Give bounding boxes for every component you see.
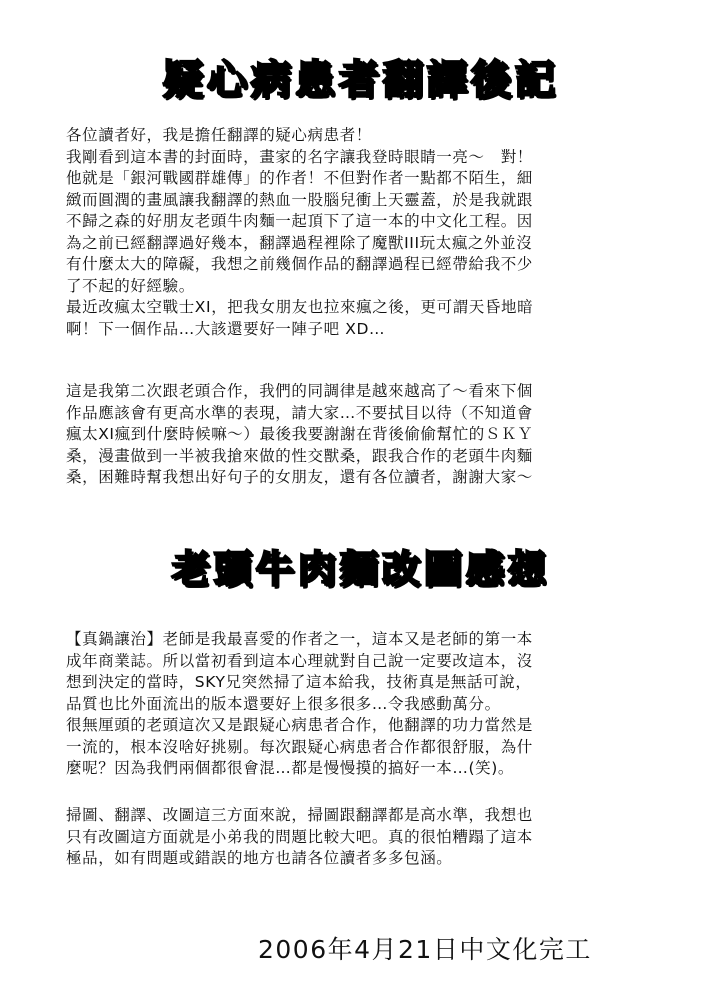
editor-paragraph-1 [66, 629, 533, 780]
text-line: 很無厘頭的老頭這次又是跟疑心病患者合作，他翻譯的功力當然是 [66, 716, 533, 734]
text-line: 想到決定的當時，SKY兄突然掃了這本給我，技術真是無話可說， [66, 673, 532, 691]
text-line: 我剛看到這本書的封面時，畫家的名字讓我登時眼睛一亮～ 對！ [66, 147, 533, 166]
translator-paragraph-2 [66, 381, 533, 489]
text-line: 品質也比外面流出的版本還要好上很多很多…令我感動萬分。 [66, 694, 501, 713]
editor-paragraph-2 [66, 805, 533, 870]
completion-date: 2006年4月21日中文化完工 [258, 935, 592, 964]
text-line: 他就是「銀河戰國群雄傳」的作者！不但對作者一點都不陌生，細 [66, 169, 533, 187]
text-line: 掃圖、翻譯、改圖這三方面來說，掃圖跟翻譯都是高水準，我想也 [66, 806, 533, 824]
translator-paragraph-1 [66, 125, 533, 340]
text-line: 這是我第二次跟老頭合作，我們的同調律是越來越高了～看來下個 [66, 382, 533, 400]
text-line: 一流的，根本沒啥好挑剔。每次跟疑心病患者合作都很舒服，為什 [66, 737, 533, 756]
text-line: 為之前已經翻譯過好幾本，翻譯過程裡除了魔獸III玩太瘋之外並沒 [66, 233, 533, 252]
text-line: 麼呢？因為我們兩個都很會混…都是慢慢摸的搞好一本…(笑)。 [66, 759, 514, 777]
translator-afterword-title: 疑心病患者翻譯後記 [162, 57, 559, 103]
text-line: 桑，漫畫做到一半被我搶來做的性交獸桑，跟我合作的老頭牛肉麵 [66, 446, 533, 465]
text-line: 瘋太XI瘋到什麼時候嘛～）最後我要謝謝在背後偷偷幫忙的ＳＫＹ [66, 425, 534, 443]
text-line: 了不起的好經驗。 [66, 276, 195, 295]
text-line: 啊！下一個作品…大該還要好一陣子吧 XD… [66, 319, 386, 338]
text-line: 【真鍋讓治】老師是我最喜愛的作者之一，這本又是老師的第一本 [66, 630, 533, 648]
text-line: 作品應該會有更高水準的表現，請大家…不要拭目以待（不知道會 [66, 403, 533, 422]
text-line: 各位讀者好，我是擔任翻譯的疑心病患者！ [66, 126, 372, 144]
text-line: 極品，如有問題或錯誤的地方也請各位讀者多多包涵。 [66, 849, 453, 867]
text-line: 最近改瘋太空戰士XI，把我女朋友也拉來瘋之後，更可謂天昏地暗 [66, 298, 534, 316]
text-line: 不歸之森的好朋友老頭牛肉麵一起頂下了這一本的中文化工程。因 [66, 212, 533, 230]
editor-comments-title: 老頭牛肉麵改圖感想 [171, 547, 550, 591]
text-line: 有什麼太大的障礙，我想之前幾個作品的翻譯過程已經帶給我不少 [66, 255, 533, 273]
text-line: 成年商業誌。所以當初看到這本心理就對自己說一定要改這本，沒 [66, 651, 533, 670]
text-line: 只有改圖這方面就是小弟我的問題比較大吧。真的很怕糟蹋了這本 [66, 827, 533, 846]
text-line: 桑，困難時幫我想出好句子的女朋友，還有各位讀者，謝謝大家～ [66, 468, 533, 486]
text-line: 緻而圓潤的畫風讓我翻譯的熱血一股腦兒衝上天靈蓋，於是我就跟 [66, 190, 533, 209]
